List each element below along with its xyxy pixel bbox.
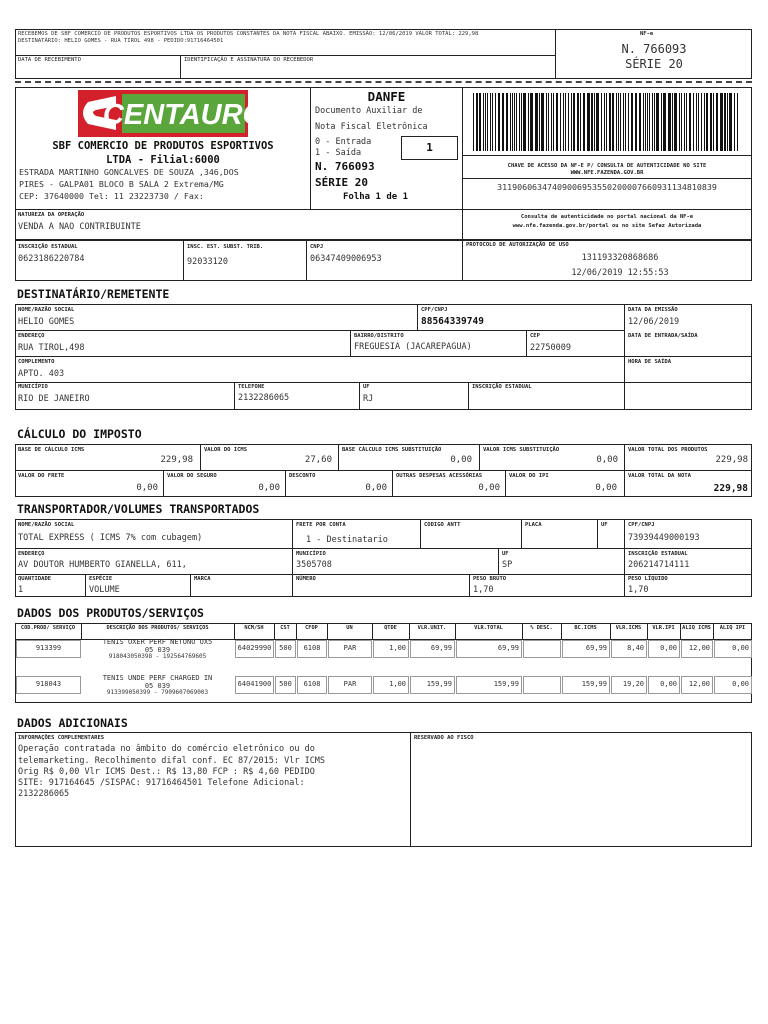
volume-species-label: ESPÉCIE: [89, 576, 113, 582]
barcode-bar: [539, 93, 540, 151]
barcode-bar: [737, 93, 738, 151]
barcode-bar: [594, 93, 595, 151]
volume-species: VOLUME: [89, 585, 120, 595]
access-key-label-2: WWW.NFE.FAZENDA.GOV.BR: [570, 170, 644, 176]
table-header-cell: BC.ICMS: [574, 625, 597, 631]
barcode-bar: [649, 93, 650, 151]
carrier-city: 3505708: [296, 560, 332, 570]
table-header-cell: CST: [280, 625, 290, 631]
barcode-bar: [643, 93, 644, 151]
other-expenses: 0,00: [478, 483, 500, 493]
barcode-bar: [635, 93, 637, 151]
icms-st-label: VALOR ICMS SUBSTITUIÇÃO: [483, 447, 560, 453]
danfe-desc-1: Documento Auxiliar de: [315, 106, 423, 116]
recipient-ie-label: INSCRIÇÃO ESTADUAL: [472, 384, 532, 390]
table-header-cell: QTDE: [384, 625, 397, 631]
freight-value: 0,00: [136, 483, 158, 493]
barcode-bar: [681, 93, 682, 151]
antt-label: CODIGO ANTT: [424, 522, 461, 528]
barcode-bar: [616, 93, 617, 151]
barcode-bar: [498, 93, 500, 151]
carrier-city-label: MUNICÍPIO: [296, 551, 326, 557]
barcode-bar: [668, 93, 671, 151]
total-products-label: VALOR TOTAL DOS PRODUTOS: [628, 447, 708, 453]
product-aliq-icms: 12,00: [688, 644, 710, 652]
recipient-address: RUA TIROL,498: [18, 343, 85, 353]
gross-weight-label: PESO BRUTO: [473, 576, 507, 582]
barcode-bar: [476, 93, 478, 151]
receipt-date-label: DATA DE RECEBIMENTO: [18, 57, 81, 63]
ie-label: INSCRIÇÃO ESTADUAL: [18, 244, 78, 250]
recipient-phone-label: TELEFONE: [238, 384, 265, 390]
recipient-section-title: DESTINATÁRIO/REMETENTE: [17, 287, 170, 301]
company-address-2: PIRES - GALPA01 BLOCO B SALA 2 Extrema/MG: [19, 179, 224, 189]
plate-label: PLACA: [525, 522, 542, 528]
ie-st-value: 92033120: [187, 257, 228, 267]
barcode-bar: [535, 93, 538, 151]
barcode-bar: [573, 93, 575, 151]
emission-date-label: DATA DA EMISSÃO: [628, 307, 678, 313]
barcode-bar: [696, 93, 697, 151]
barcode-bar: [612, 93, 614, 151]
barcode-bar: [571, 93, 572, 151]
barcode-bar: [591, 93, 593, 151]
product-aliq-ipi: 0,00: [732, 680, 749, 688]
product-description: TENIS UNDE PERF CHARGED IN: [102, 674, 213, 682]
product-cell-box: [523, 676, 561, 694]
table-header-cell: COD.PROD/ SERVIÇO: [20, 625, 76, 631]
barcode-bar: [551, 93, 552, 151]
barcode-bar: [716, 93, 718, 151]
barcode-bar: [530, 93, 533, 151]
icms-st: 0,00: [596, 455, 618, 465]
barcode-bar: [506, 93, 508, 151]
barcode-bar: [647, 93, 648, 151]
table-header-cell: CFOP: [305, 625, 318, 631]
product-qty: 1,00: [389, 644, 406, 652]
barcode-bar: [631, 93, 633, 151]
barcode-bar: [625, 93, 626, 151]
ipi-label: VALOR DO IPI: [509, 473, 549, 479]
carrier-cnpj-label: CPF/CNPJ: [628, 522, 655, 528]
barcode-bar: [645, 93, 646, 151]
carrier-address: AV DOUTOR HUMBERTO GIANELLA, 611,: [18, 560, 187, 570]
carrier-name: TOTAL EXPRESS ( ICMS 7% com cubagem): [18, 533, 203, 543]
barcode-bar: [473, 93, 474, 151]
invoice-number: N. 766093: [315, 160, 375, 173]
carrier-cnpj: 73939449000193: [628, 533, 700, 543]
entry-date-label: DATA DE ENTRADA/SAÍDA: [628, 333, 698, 339]
additional-section-title: DADOS ADICIONAIS: [17, 716, 128, 730]
carrier-address-label: ENDEREÇO: [18, 551, 45, 557]
receipt-recipient: DESTINATÁRIO: HELIO GOMES - RUA TIROL 498 - PEDIDO:91716464501: [18, 38, 224, 44]
product-bc: 69,99: [585, 644, 607, 652]
gross-weight: 1,70: [473, 585, 494, 595]
recipient-phone: 2132286065: [238, 393, 290, 403]
barcode-bar: [583, 93, 585, 151]
product-aliq-ipi: 0,00: [732, 644, 749, 652]
plate-uf-label: UF: [601, 522, 608, 528]
barcode-bar: [528, 93, 529, 151]
carrier-ie-label: INSCRIÇÃO ESTADUAL: [628, 551, 688, 557]
barcode-bar: [609, 93, 611, 151]
barcode-bar: [516, 93, 517, 151]
product-icms: 8,40: [627, 644, 644, 652]
complementary-info-2: telemarketing. Recolhimento difal conf. EC 87/2015: Vlr ICMS: [18, 756, 326, 766]
barcode-bar: [560, 93, 561, 151]
receipt-signature-label: IDENTIFICAÇÃO E ASSINATURA DO RECEBEDOR: [184, 57, 314, 63]
cnpj-label: CNPJ: [310, 244, 324, 250]
complementary-info-1: Operação contratada no âmbito do comércio eletrônico ou do: [18, 744, 315, 754]
emission-date: 12/06/2019: [628, 317, 680, 327]
recipient-district-label: BAIRRO/DISTRITO: [354, 333, 404, 339]
recipient-cpf: 88564339749: [421, 316, 484, 327]
barcode-bar: [485, 93, 486, 151]
freight-by-label: FRETE POR CONTA: [296, 522, 346, 528]
company-address-1: ESTRADA MARTINHO GONCALVES DE SOUZA ,346,DOS: [19, 167, 239, 177]
freight-label: VALOR DO FRETE: [18, 473, 65, 479]
table-header-cell: UN: [346, 625, 353, 631]
barcode-bar: [510, 93, 511, 151]
exit-option: 1 - Saída: [315, 148, 362, 158]
recipient-city: RIO DE JANEIRO: [18, 394, 90, 404]
barcode-bar: [639, 93, 641, 151]
product-ipi: 0,00: [660, 680, 677, 688]
product-cfop: 6108: [303, 644, 321, 652]
barcode-bar: [492, 93, 493, 151]
total-invoice: 229,98: [713, 483, 748, 494]
barcode-bar: [541, 93, 544, 151]
barcode-bar: [568, 93, 569, 151]
barcode-bar: [479, 93, 481, 151]
invoice-series: SÉRIE 20: [315, 176, 368, 189]
barcode-bar: [734, 93, 735, 151]
product-ncm: 64029990: [237, 644, 272, 652]
net-weight-label: PESO LÍQUIDO: [628, 576, 668, 582]
barcode-bar: [521, 93, 522, 151]
recipient-district: FREGUESIA (JACAREPAGUA): [354, 342, 472, 352]
recipient-city-label: MUNICÍPIO: [18, 384, 48, 390]
net-weight: 1,70: [628, 585, 649, 595]
recipient-name-label: NOME/RAZÃO SOCIAL: [18, 307, 75, 313]
base-icms-label: BASE DE CÁLCULO ICMS: [18, 447, 85, 453]
barcode-bar: [623, 93, 624, 151]
products-section-title: DADOS DOS PRODUTOS/SERVIÇOS: [17, 606, 204, 620]
table-header-cell: ALIQ ICMS: [682, 625, 711, 631]
barcode-bar: [713, 93, 714, 151]
nature-label: NATUREZA DA OPERAÇÃO: [18, 212, 85, 218]
carrier-name-label: NOME/RAZÃO SOCIAL: [18, 522, 75, 528]
barcode-bar: [720, 93, 723, 151]
protocol-date: 12/06/2019 12:55:53: [571, 268, 669, 278]
protocol-value: 131193320868686: [581, 253, 659, 263]
table-header-cell: VLR.TOTAL: [474, 625, 503, 631]
barcode-bar: [706, 93, 708, 151]
volume-qty-label: QUANTIDADE: [18, 576, 52, 582]
access-key-label-1: CHAVE DE ACESSO DA NF-E P/ CONSULTA DE AUTENTICIDADE NO SITE: [507, 163, 707, 169]
complementary-info-5: 2132286065: [18, 789, 70, 799]
discount-label: DESCONTO: [289, 473, 316, 479]
total-products: 229,98: [715, 455, 748, 465]
complement-label: COMPLEMENTO: [18, 359, 55, 365]
consult-line-1: Consulta de autenticidade no portal nacional da NF-e: [520, 214, 694, 220]
table-header-cell: VLR.ICMS: [615, 625, 642, 631]
total-invoice-label: VALOR TOTAL DA NOTA: [628, 473, 691, 479]
recipient-name: HELIO GOMES: [18, 317, 75, 327]
base-st-label: BASE CÁLCULO ICMS SUBSTITUIÇÃO: [342, 447, 442, 453]
barcode-bar: [628, 93, 629, 151]
barcode-bar: [686, 93, 687, 151]
recipient-uf: RJ: [363, 394, 374, 404]
tax-section-title: CÁLCULO DO IMPOSTO: [17, 427, 142, 441]
barcode-bar: [652, 93, 653, 151]
product-unit: 159,99: [426, 680, 452, 688]
insurance-value: 0,00: [258, 483, 280, 493]
carrier-ie: 206214714111: [628, 560, 690, 570]
consult-line-2: www.nfe.fazenda.gov.br/portal ou no site Sefaz Autorizada: [512, 223, 702, 229]
barcode-bar: [596, 93, 599, 151]
barcode-bar: [548, 93, 549, 151]
product-icms: 19,20: [622, 680, 644, 688]
barcode-bar: [487, 93, 488, 151]
nature-value: VENDA A NAO CONTRIBUINTE: [18, 222, 141, 232]
recipient-cpf-label: CPF/CNPJ: [421, 307, 448, 313]
barcode-bar: [563, 93, 564, 151]
freight-by: 1 - Destinatario: [306, 535, 388, 545]
barcode-bar: [618, 93, 619, 151]
barcode-bar: [483, 93, 484, 151]
volume-qty: 1: [18, 585, 24, 595]
recipient-cep-label: CEP: [530, 333, 540, 339]
barcode-bar: [577, 93, 579, 151]
recipient-cep: 22750009: [530, 343, 571, 353]
company-name-2: LTDA - Filial:6000: [106, 154, 220, 166]
barcode-bar: [502, 93, 504, 151]
table-header-cell: DESCRIÇÃO DOS PRODUTOS/ SERVIÇOS: [106, 625, 209, 631]
carrier-uf-label: UF: [502, 551, 509, 557]
barcode-bar: [704, 93, 705, 151]
recipient-uf-label: UF: [363, 384, 370, 390]
product-description: TENIS OXER PERF NETUNO OX5: [102, 638, 213, 646]
product-un: PAR: [343, 680, 357, 688]
product-description-cont: 05 039: [144, 682, 171, 690]
product-description-cont: 05 039: [144, 646, 171, 654]
complementary-info-label: INFORMAÇÕES COMPLEMENTARES: [18, 735, 105, 741]
barcode-bar: [672, 93, 673, 151]
stub-number: N. 766093: [621, 42, 687, 56]
table-header-cell: % DESC.: [530, 625, 553, 631]
ie-st-label: INSC. EST. SUBST. TRIB.: [187, 244, 264, 250]
stub-series: SÉRIE 20: [625, 57, 683, 71]
transport-section-title: TRANSPORTADOR/VOLUMES TRANSPORTADOS: [17, 502, 260, 516]
product-cell-box: [523, 640, 561, 658]
barcode-bar: [490, 93, 491, 151]
carrier-uf: SP: [502, 560, 513, 570]
product-cst: 500: [279, 644, 292, 652]
table-header-cell: ALIQ IPI: [719, 625, 746, 631]
barcode-bar: [512, 93, 513, 151]
volume-number-label: NÚMERO: [296, 576, 316, 582]
base-st: 0,00: [450, 455, 472, 465]
barcode-bar: [620, 93, 621, 151]
access-key-barcode: [473, 93, 741, 151]
barcode-bar: [689, 93, 691, 151]
barcode-bar: [693, 93, 694, 151]
other-expenses-label: OUTRAS DESPESAS ACESSÓRIAS: [396, 473, 483, 479]
icms-label: VALOR DO ICMS: [204, 447, 248, 453]
entry-option: 0 - Entrada: [315, 137, 372, 147]
barcode-bar: [601, 93, 602, 151]
logo-text: CENTAURO: [102, 99, 266, 131]
exit-time-label: HORA DE SAÍDA: [628, 359, 672, 365]
icms-value: 27,60: [304, 455, 332, 465]
barcode-bar: [546, 93, 547, 151]
barcode-bar: [656, 93, 659, 151]
barcode-bar: [604, 93, 605, 151]
barcode-bar: [580, 93, 581, 151]
product-code: 918043: [35, 680, 62, 688]
barcode-bar: [606, 93, 607, 151]
table-header-cell: VLR.IPI: [652, 625, 675, 631]
barcode-bar: [553, 93, 554, 151]
barcode-bar: [674, 93, 677, 151]
barcode-bar: [729, 93, 732, 151]
barcode-bar: [654, 93, 655, 151]
insurance-label: VALOR DO SEGURO: [167, 473, 217, 479]
barcode-bar: [684, 93, 685, 151]
barcode-bar: [727, 93, 728, 151]
danfe-desc-2: Nota Fiscal Eletrônica: [315, 122, 428, 132]
company-name-1: SBF COMERCIO DE PRODUTOS ESPORTIVOS: [52, 140, 274, 152]
cnpj-value: 06347409006953: [310, 254, 382, 264]
consult-field: [462, 209, 752, 240]
product-total: 159,99: [493, 680, 519, 688]
barcode-bar: [587, 93, 590, 151]
access-key: 31190606347409006953550200007660931134810839: [497, 182, 717, 192]
product-total: 69,99: [497, 644, 519, 652]
product-cst: 500: [279, 680, 292, 688]
danfe-title: DANFE: [367, 89, 406, 104]
company-address-3: CEP: 37640000 Tel: 11 23223730 / Fax:: [19, 191, 204, 201]
barcode-bar: [724, 93, 726, 151]
ie-value: 0623186220784: [18, 254, 85, 264]
page-count: Folha 1 de 1: [343, 192, 409, 202]
barcode-bar: [710, 93, 712, 151]
fisco-reserved-label: RESERVADO AO FISCO: [414, 735, 474, 741]
product-cfop: 6108: [303, 680, 321, 688]
barcode-bar: [679, 93, 680, 151]
product-qty: 1,00: [389, 680, 406, 688]
barcode-bar: [514, 93, 515, 151]
product-un: PAR: [343, 644, 357, 652]
complementary-info-4: SITE: 917164645 /SISPAC: 91716464501 Telefone Adicional:: [18, 778, 305, 788]
operation-type-box: 1: [401, 136, 458, 160]
discount-value: 0,00: [365, 483, 387, 493]
product-code: 913399: [35, 644, 62, 652]
table-header-cell: VLR.UNIT.: [417, 625, 447, 631]
barcode-bar: [519, 93, 520, 151]
product-aliq-icms: 12,00: [688, 680, 710, 688]
volume-brand-label: MARCA: [194, 576, 211, 582]
recipient-address-label: ENDEREÇO: [18, 333, 45, 339]
product-ean: 918043050398 - 192564769605: [108, 653, 207, 660]
barcode-bar: [523, 93, 526, 151]
product-bc: 159,99: [581, 680, 607, 688]
cut-line: [15, 81, 752, 83]
barcode-bar: [565, 93, 566, 151]
barcode-bar: [663, 93, 666, 151]
barcode-bar: [556, 93, 558, 151]
ipi-value: 0,00: [595, 483, 617, 493]
barcode-bar: [701, 93, 702, 151]
table-header-cell: NCM/SH: [244, 625, 264, 631]
company-logo: [78, 90, 266, 137]
product-unit: 69,99: [430, 644, 452, 652]
receipt-text: RECEBEMOS DE SBF COMERCIO DE PRODUTOS ESPORTIVOS LTDA OS PRODUTOS CONSTANTES DA NOTA FISCAL ABAIXO. EMISSÃO: 12/06/2019 VALOR TOTAL: 229,98: [18, 31, 479, 37]
barcode-bar: [661, 93, 662, 151]
product-ean: 913399050399 - 7909607069003: [106, 689, 209, 696]
barcode-bar: [698, 93, 699, 151]
base-icms: 229,98: [160, 455, 193, 465]
product-ncm: 64041900: [237, 680, 272, 688]
protocol-label: PROTOCOLO DE AUTORIZAÇÃO DE USO: [466, 242, 569, 248]
product-ipi: 0,00: [660, 644, 677, 652]
complement-value: APTO. 403: [18, 369, 65, 379]
stub-nfe-label: NF-e: [640, 31, 654, 37]
barcode-bar: [495, 93, 496, 151]
complementary-info-3: Orig R$ 0,00 Vlr ICMS Dest.: R$ 13,80 FCP : R$ 4,60 PEDIDO: [18, 767, 315, 777]
